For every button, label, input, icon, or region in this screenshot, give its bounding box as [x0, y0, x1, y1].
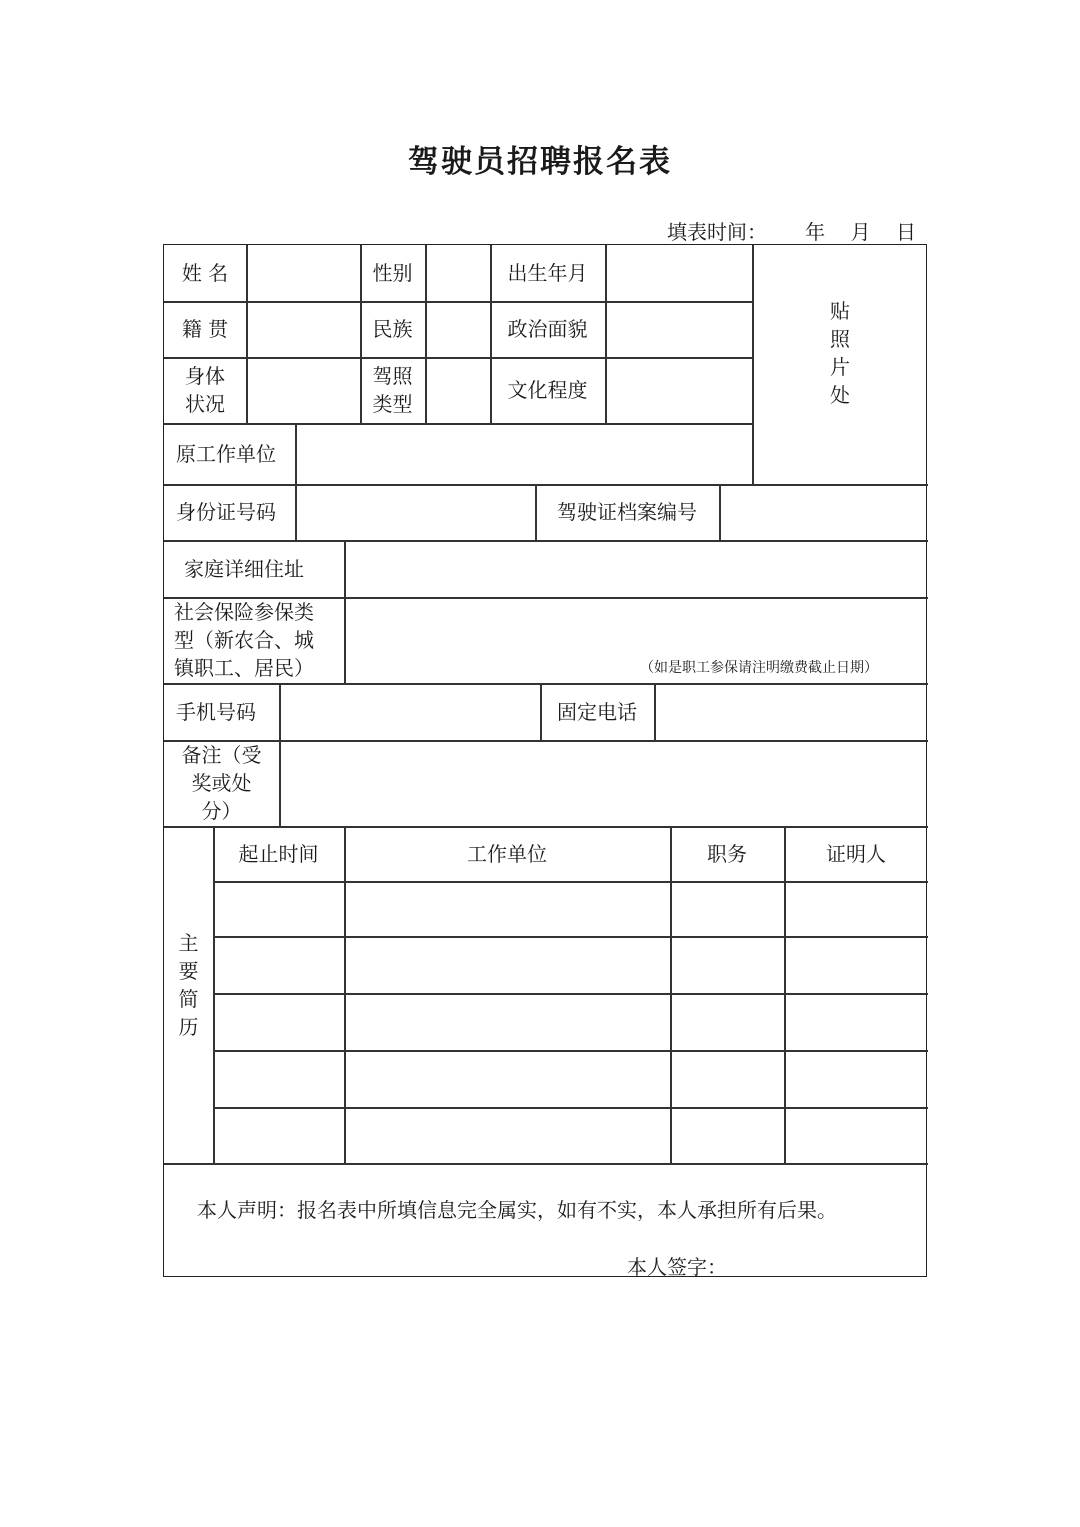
license-file-no-label: 驾驶证档案编号: [557, 500, 697, 524]
resume-label-char: 要: [178, 958, 199, 983]
landline-field[interactable]: [656, 685, 926, 738]
remarks-label-line: 分）: [201, 799, 242, 823]
insurance-label: [164, 597, 344, 683]
resume-section-label: [164, 826, 213, 1163]
fill-time-label: 填表时间：: [667, 220, 767, 244]
education-field[interactable]: [607, 359, 750, 421]
political-status-field[interactable]: [607, 303, 750, 355]
signature-field[interactable]: [729, 1245, 919, 1273]
resume-row[interactable]: [215, 995, 926, 1049]
photo-label-char: 贴: [830, 298, 850, 323]
native-place-label: 籍 贯: [181, 317, 229, 341]
resume-header-reference: 证明人: [826, 841, 886, 866]
resume-row[interactable]: [215, 938, 926, 992]
remarks-label-line: 备注（受: [181, 743, 262, 767]
fill-time-day: 日: [896, 220, 917, 244]
address-field[interactable]: [346, 542, 926, 595]
fill-time: [667, 216, 916, 245]
photo-label-char: 处: [830, 382, 850, 407]
insurance-label-line: 镇职工、居民）: [174, 656, 314, 680]
birth-label: 出生年月: [507, 261, 588, 285]
resume-header-employer: 工作单位: [467, 841, 547, 866]
education-label: 文化程度: [507, 378, 588, 402]
form-title: 驾驶员招聘报名表: [408, 144, 672, 180]
mobile-label: 手机号码: [176, 699, 256, 724]
gender-label: 性别: [372, 261, 413, 285]
declaration-statement: 本人声明：报名表中所填信息完全属实，如有不实，本人承担所有后果。: [197, 1198, 837, 1222]
resume-row[interactable]: [215, 1109, 926, 1162]
health-label-line: 身体: [185, 364, 225, 388]
native-place-field[interactable]: [248, 303, 358, 355]
address-label: 家庭详细住址: [184, 556, 304, 581]
insurance-note: （如是职工参保请注明缴费截止日期）: [640, 660, 878, 676]
mobile-field[interactable]: [281, 685, 538, 738]
resume-label-char: 简: [178, 986, 199, 1011]
license-type-label: [360, 357, 425, 423]
license-type-label-line: 驾照: [372, 364, 413, 388]
name-field[interactable]: [248, 247, 358, 299]
resume-row[interactable]: [215, 1052, 926, 1106]
id-number-field[interactable]: [297, 486, 533, 538]
license-type-field[interactable]: [427, 359, 488, 421]
resume-label-char: 历: [178, 1014, 199, 1039]
political-status-label: 政治面貌: [507, 317, 588, 341]
insurance-label-line: 社会保险参保类: [174, 600, 314, 624]
resume-row[interactable]: [215, 883, 926, 935]
fill-time-year: 年: [805, 220, 826, 244]
ethnicity-field[interactable]: [427, 303, 488, 355]
signature-label: 本人签字：: [627, 1255, 727, 1279]
resume-header-period: 起止时间: [238, 841, 319, 866]
resume-header-position: 职务: [707, 841, 747, 866]
health-field[interactable]: [248, 359, 358, 421]
photo-label-char: 片: [830, 354, 850, 379]
registration-form: [163, 244, 927, 1277]
id-number-label: 身份证号码: [176, 500, 276, 524]
former-employer-label: 原工作单位: [176, 441, 276, 466]
remarks-field[interactable]: [281, 742, 926, 824]
health-label: [164, 357, 246, 423]
photo-area[interactable]: [752, 245, 928, 484]
remarks-label-line: 奖或处: [191, 771, 252, 795]
former-employer-field[interactable]: [297, 425, 750, 482]
name-label: 姓 名: [181, 261, 229, 285]
remarks-label: [164, 740, 279, 826]
row-line: [164, 1163, 928, 1165]
health-label-line: 状况: [185, 392, 225, 416]
birth-field[interactable]: [607, 247, 750, 299]
license-file-no-field[interactable]: [721, 486, 926, 538]
ethnicity-label: 民族: [372, 317, 413, 341]
landline-label: 固定电话: [557, 699, 637, 724]
fill-time-month: 月: [850, 220, 871, 244]
photo-label-char: 照: [830, 326, 850, 351]
insurance-label-line: 型（新农合、城: [174, 628, 314, 652]
resume-label-char: 主: [178, 930, 199, 955]
gender-field[interactable]: [427, 247, 488, 299]
license-type-label-line: 类型: [372, 392, 413, 416]
